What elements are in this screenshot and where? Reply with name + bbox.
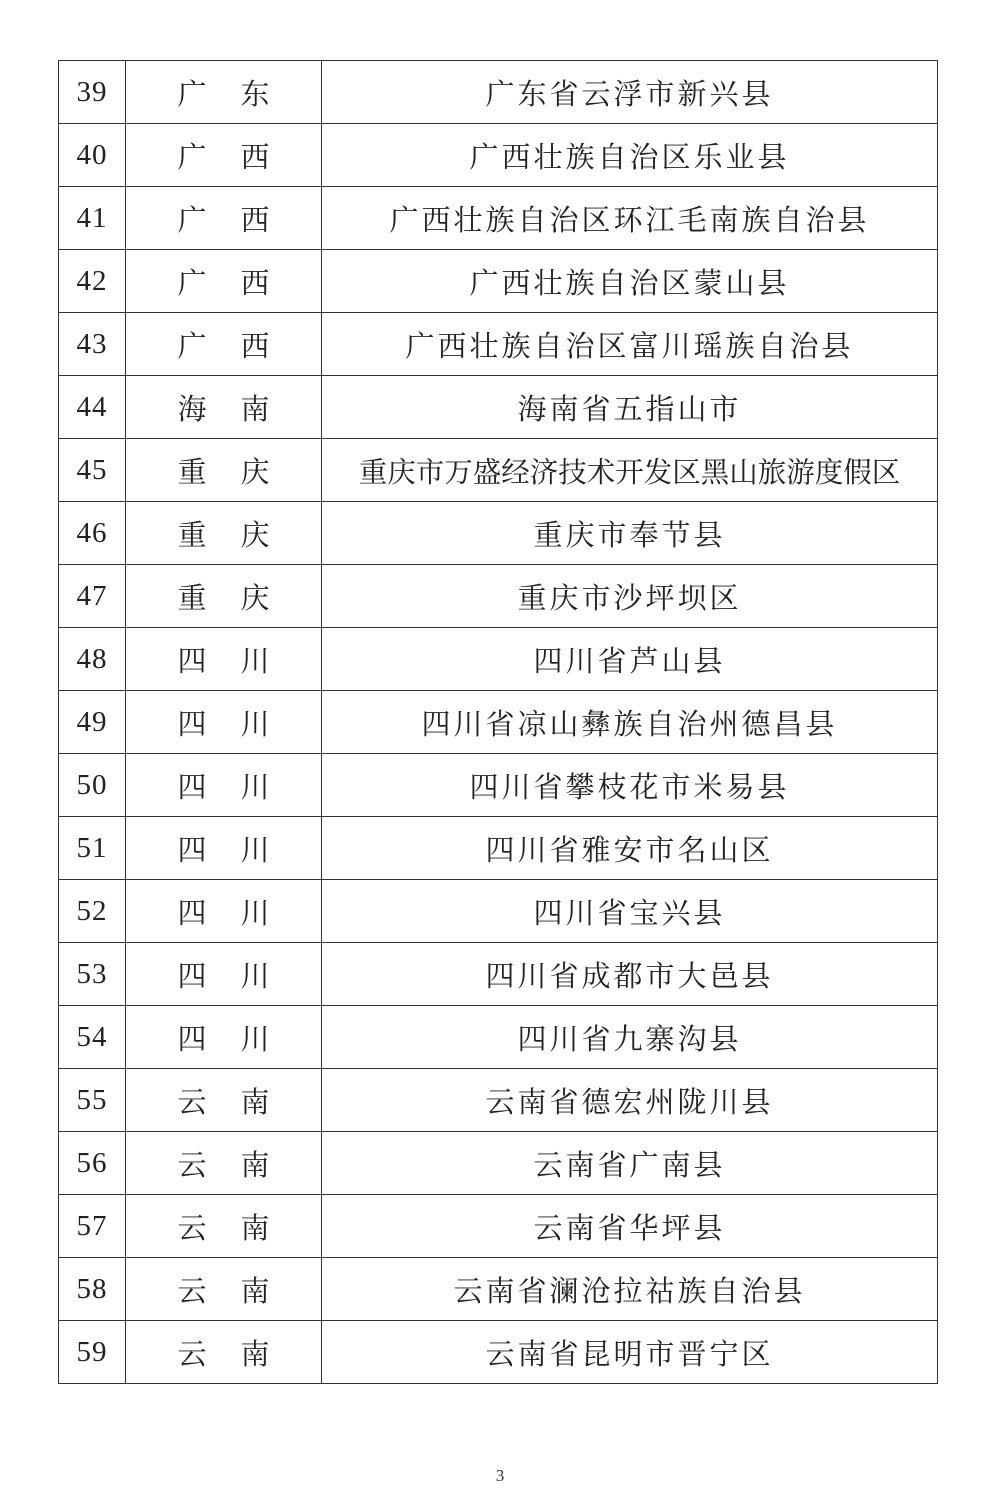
province-label: 广东	[177, 76, 304, 111]
row-number-cell: 52	[59, 880, 126, 943]
row-number-cell: 46	[59, 502, 126, 565]
place-name-cell: 广东省云浮市新兴县	[322, 61, 938, 124]
row-number-cell: 56	[59, 1132, 126, 1195]
province-cell	[126, 1321, 322, 1384]
row-number-cell: 48	[59, 628, 126, 691]
province-cell	[126, 628, 322, 691]
row-number-cell: 43	[59, 313, 126, 376]
province-label: 广西	[177, 328, 304, 363]
province-cell	[126, 313, 322, 376]
table-row	[59, 376, 938, 439]
table-row	[59, 1195, 938, 1258]
designation-table	[58, 60, 938, 1384]
province-cell	[126, 1069, 322, 1132]
province-label: 四川	[177, 706, 304, 741]
province-label: 重庆	[177, 517, 304, 552]
row-number-cell: 50	[59, 754, 126, 817]
row-number-cell: 49	[59, 691, 126, 754]
province-cell	[126, 880, 322, 943]
province-label: 广西	[177, 202, 304, 237]
place-name-cell: 四川省成都市大邑县	[322, 943, 938, 1006]
place-name-cell: 广西壮族自治区乐业县	[322, 124, 938, 187]
place-name-cell: 云南省澜沧拉祜族自治县	[322, 1258, 938, 1321]
place-name-cell: 广西壮族自治区环江毛南族自治县	[322, 187, 938, 250]
row-number-cell: 44	[59, 376, 126, 439]
table-row	[59, 943, 938, 1006]
table-row	[59, 250, 938, 313]
place-name-cell: 广西壮族自治区蒙山县	[322, 250, 938, 313]
province-cell	[126, 187, 322, 250]
province-cell	[126, 376, 322, 439]
province-cell	[126, 1006, 322, 1069]
province-label: 四川	[177, 958, 304, 993]
province-label: 四川	[177, 832, 304, 867]
table-row	[59, 124, 938, 187]
place-name-cell: 四川省芦山县	[322, 628, 938, 691]
province-label: 海南	[177, 391, 304, 426]
table-row	[59, 61, 938, 124]
province-cell	[126, 943, 322, 1006]
table-row	[59, 817, 938, 880]
table-row	[59, 313, 938, 376]
province-cell	[126, 1195, 322, 1258]
table-row	[59, 1321, 938, 1384]
table-row	[59, 754, 938, 817]
province-cell	[126, 817, 322, 880]
place-name-cell: 四川省九寨沟县	[322, 1006, 938, 1069]
province-label: 四川	[177, 1021, 304, 1056]
table-row	[59, 880, 938, 943]
row-number-cell: 55	[59, 1069, 126, 1132]
place-name-cell: 云南省德宏州陇川县	[322, 1069, 938, 1132]
row-number-cell: 39	[59, 61, 126, 124]
province-label: 广西	[177, 139, 304, 174]
province-cell	[126, 439, 322, 502]
province-label: 云南	[177, 1147, 304, 1182]
table-row	[59, 1069, 938, 1132]
page-number: 3	[495, 1466, 505, 1485]
province-cell	[126, 124, 322, 187]
row-number-cell: 59	[59, 1321, 126, 1384]
table-row	[59, 187, 938, 250]
province-cell	[126, 754, 322, 817]
table-row	[59, 1132, 938, 1195]
province-label: 四川	[177, 895, 304, 930]
row-number-cell: 47	[59, 565, 126, 628]
province-cell	[126, 1258, 322, 1321]
table-row	[59, 1006, 938, 1069]
row-number-cell: 54	[59, 1006, 126, 1069]
place-name-cell: 云南省华坪县	[322, 1195, 938, 1258]
province-label: 云南	[177, 1210, 304, 1245]
province-label: 云南	[177, 1273, 304, 1308]
province-label: 重庆	[177, 454, 304, 489]
province-cell	[126, 502, 322, 565]
row-number-cell: 58	[59, 1258, 126, 1321]
province-cell	[126, 691, 322, 754]
place-name-cell: 四川省凉山彝族自治州德昌县	[322, 691, 938, 754]
province-cell	[126, 1132, 322, 1195]
row-number-cell: 53	[59, 943, 126, 1006]
place-name-cell: 四川省雅安市名山区	[322, 817, 938, 880]
place-name-cell: 重庆市万盛经济技术开发区黑山旅游度假区	[322, 439, 938, 502]
place-name-cell: 云南省昆明市晋宁区	[322, 1321, 938, 1384]
place-name-cell: 四川省宝兴县	[322, 880, 938, 943]
row-number-cell: 51	[59, 817, 126, 880]
place-name-cell: 四川省攀枝花市米易县	[322, 754, 938, 817]
province-cell	[126, 565, 322, 628]
province-label: 云南	[177, 1084, 304, 1119]
province-label: 四川	[177, 643, 304, 678]
table-row	[59, 628, 938, 691]
row-number-cell: 42	[59, 250, 126, 313]
table-row	[59, 439, 938, 502]
province-label: 云南	[177, 1336, 304, 1371]
province-label: 广西	[177, 265, 304, 300]
row-number-cell: 45	[59, 439, 126, 502]
place-name-cell: 重庆市沙坪坝区	[322, 565, 938, 628]
province-cell	[126, 61, 322, 124]
province-label: 重庆	[177, 580, 304, 615]
table-row	[59, 565, 938, 628]
row-number-cell: 57	[59, 1195, 126, 1258]
table-row	[59, 1258, 938, 1321]
table-row	[59, 502, 938, 565]
table-body	[59, 61, 938, 1384]
row-number-cell: 40	[59, 124, 126, 187]
table-row	[59, 691, 938, 754]
province-cell	[126, 250, 322, 313]
place-name-cell: 云南省广南县	[322, 1132, 938, 1195]
place-name-cell: 海南省五指山市	[322, 376, 938, 439]
province-label: 四川	[177, 769, 304, 804]
place-name-cell: 广西壮族自治区富川瑶族自治县	[322, 313, 938, 376]
place-name-cell: 重庆市奉节县	[322, 502, 938, 565]
row-number-cell: 41	[59, 187, 126, 250]
